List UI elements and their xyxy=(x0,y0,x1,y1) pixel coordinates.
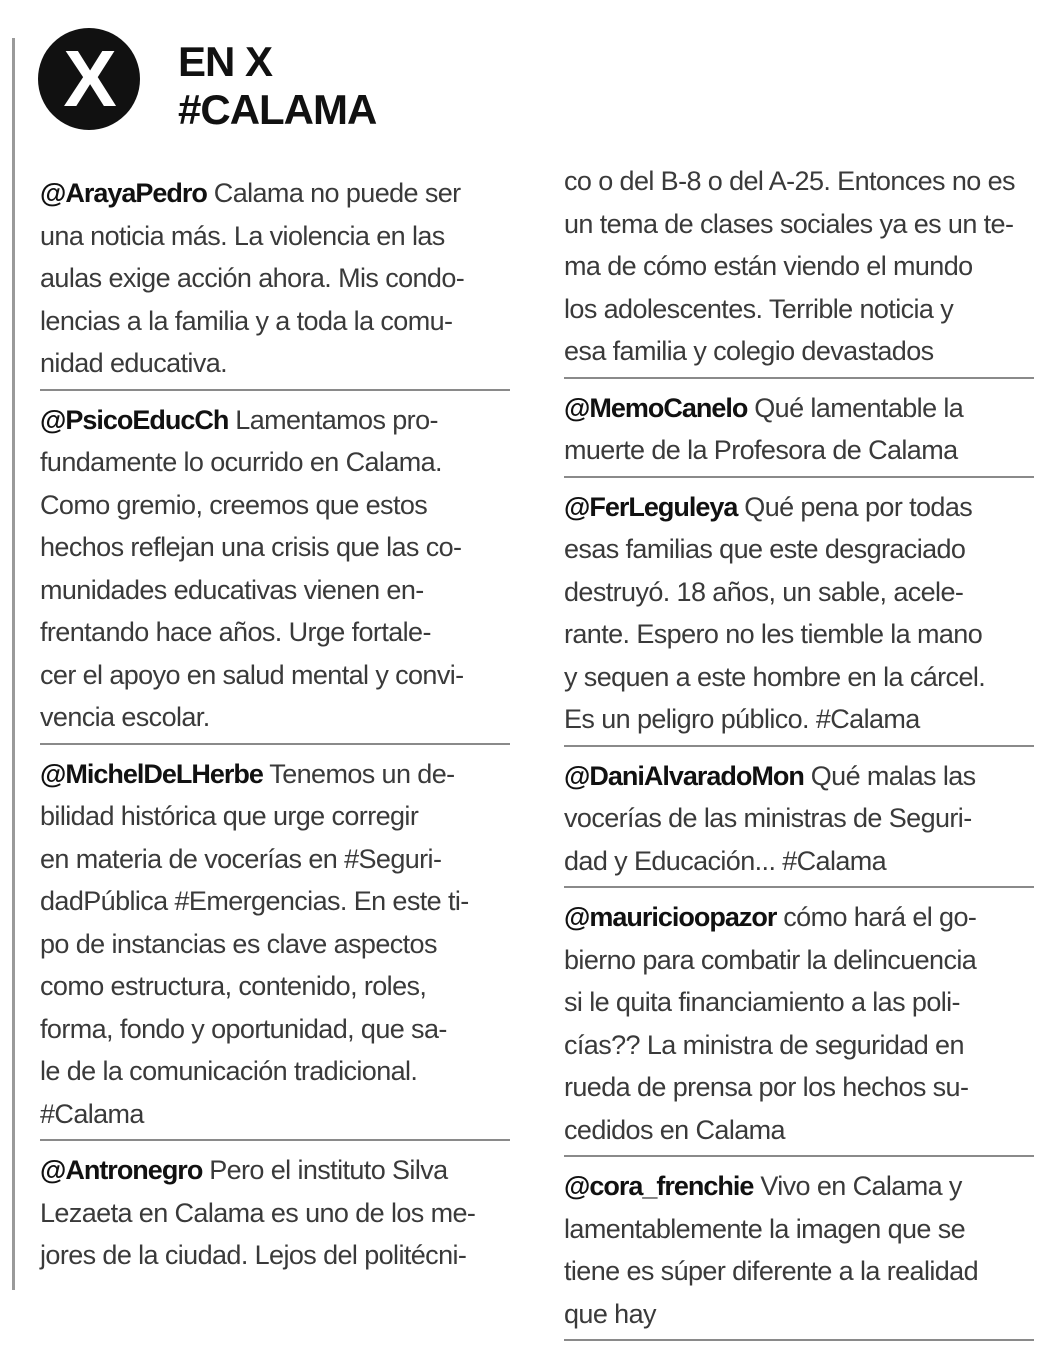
section-title-line1: EN X xyxy=(178,38,273,85)
post-handle[interactable]: @DaniAlvaradoMon xyxy=(564,760,804,791)
post-line: muerte de la Profesora de Calama xyxy=(564,435,958,465)
post-line: le de la comunicación tradicional. xyxy=(40,1056,418,1086)
post-line: bierno para combatir la delincuencia xyxy=(564,944,977,975)
post-line: @MemoCanelo Qué lamentable la xyxy=(564,392,964,423)
post-ferleguleya xyxy=(564,486,1034,747)
post-line: dad y Educación... #Calama xyxy=(564,845,887,876)
left-column xyxy=(40,172,510,1289)
post-arayapedro xyxy=(40,172,510,391)
post-line: jores de la ciudad. Lejos del politécni- xyxy=(40,1240,467,1270)
post-line: @PsicoEducCh Lamentamos pro- xyxy=(40,404,438,435)
post-cora-frenchie xyxy=(564,1165,1034,1341)
post-line: en materia de vocerías en #Seguri- xyxy=(40,843,442,874)
post-line: @ArayaPedro Calama no puede ser xyxy=(40,178,461,208)
column-rule xyxy=(12,38,15,1290)
post-line: como estructura, contenido, roles, xyxy=(40,971,427,1001)
post-memocanelo xyxy=(564,387,1034,478)
post-antronegro xyxy=(40,1149,510,1281)
post-line: lencias a la familia y a toda la comu- xyxy=(40,305,453,336)
post-line: Es un peligro público. #Calama xyxy=(564,704,920,734)
post-line: @cora_frenchie Vivo en Calama y xyxy=(564,1171,962,1201)
post-line: forma, fondo y oportunidad, que sa- xyxy=(40,1013,447,1044)
post-line: Como gremio, creemos que estos xyxy=(40,489,428,520)
post-line: vencia escolar. xyxy=(40,702,210,732)
post-handle[interactable]: @MichelDeLHerbe xyxy=(40,758,263,789)
post-line: po de instancias es clave aspectos xyxy=(40,928,437,959)
post-line: Lezaeta en Calama es uno de los me- xyxy=(40,1197,476,1228)
post-line: @DaniAlvaradoMon Qué malas las xyxy=(564,760,976,791)
post-handle[interactable]: @ArayaPedro xyxy=(40,178,207,208)
post-line: que hay xyxy=(564,1298,656,1329)
post-line: @mauricioopazor cómo hará el go- xyxy=(564,902,977,932)
post-line: los adolescentes. Terrible noticia y xyxy=(564,293,954,324)
post-line: #Calama xyxy=(40,1098,144,1129)
right-column xyxy=(564,160,1034,1349)
post-line: @FerLeguleya Qué pena por todas xyxy=(564,491,973,522)
post-handle[interactable]: @PsicoEducCh xyxy=(40,404,229,435)
post-handle[interactable]: @MemoCanelo xyxy=(564,392,748,423)
post-handle[interactable]: @mauricioopazor xyxy=(564,902,777,932)
post-line: lamentablemente la imagen que se xyxy=(564,1213,966,1244)
post-line: tiene es súper diferente a la realidad xyxy=(564,1256,978,1286)
post-line: cías?? La ministra de seguridad en xyxy=(564,1029,964,1060)
post-line: rueda de prensa por los hechos su- xyxy=(564,1072,969,1102)
post-line: dadPública #Emergencias. En este ti- xyxy=(40,886,469,916)
post-line: un tema de clases sociales ya es un te- xyxy=(564,208,1014,239)
post-line: nidad educativa. xyxy=(40,348,228,378)
post-line: una noticia más. La violencia en las xyxy=(40,220,445,251)
post-line: destruyó. 18 años, un sable, acele- xyxy=(564,576,964,607)
post-handle[interactable]: @cora_frenchie xyxy=(564,1171,754,1201)
post-micheldelherbe xyxy=(40,753,510,1142)
post-line: frentando hace años. Urge fortale- xyxy=(40,617,431,647)
post-line: cer el apoyo en salud mental y convi- xyxy=(40,659,464,690)
post-line: si le quita financiamiento a las poli- xyxy=(564,987,960,1017)
post-line: fundamente lo ocurrido en Calama. xyxy=(40,447,442,477)
post-line: cedidos en Calama xyxy=(564,1114,785,1145)
post-line: vocerías de las ministras de Seguri- xyxy=(564,803,972,833)
post-handle[interactable]: @FerLeguleya xyxy=(564,491,738,522)
post-line: ma de cómo están viendo el mundo xyxy=(564,251,973,281)
section-title xyxy=(178,38,376,134)
post-line: bilidad histórica que urge corregir xyxy=(40,801,419,831)
post-line: @Antronegro Pero el instituto Silva xyxy=(40,1155,448,1185)
post-danialvaradomon xyxy=(564,755,1034,889)
post-handle[interactable]: @Antronegro xyxy=(40,1155,203,1185)
post-mauricioopazor xyxy=(564,896,1034,1157)
post-line: aulas exige acción ahora. Mis condo- xyxy=(40,263,465,293)
post-antronegro-continued xyxy=(564,160,1034,379)
post-line: hechos reflejan una crisis que las co- xyxy=(40,532,462,562)
x-logo-letter: X xyxy=(63,34,115,123)
post-line: rante. Espero no les tiemble la mano xyxy=(564,619,983,649)
post-line: munidades educativas vienen en- xyxy=(40,574,424,605)
post-line: esa familia y colegio devastados xyxy=(564,336,934,366)
post-line: co o del B-8 o del A-25. Entonces no es xyxy=(564,166,1015,196)
section-title-line2: #CALAMA xyxy=(178,86,377,133)
post-line: esas familias que este desgraciado xyxy=(564,534,966,564)
x-logo-icon xyxy=(38,28,140,130)
post-line: y sequen a este hombre en la cárcel. xyxy=(564,661,986,692)
post-psicoeducch xyxy=(40,399,510,745)
post-line: @MichelDeLHerbe Tenemos un de- xyxy=(40,758,455,789)
